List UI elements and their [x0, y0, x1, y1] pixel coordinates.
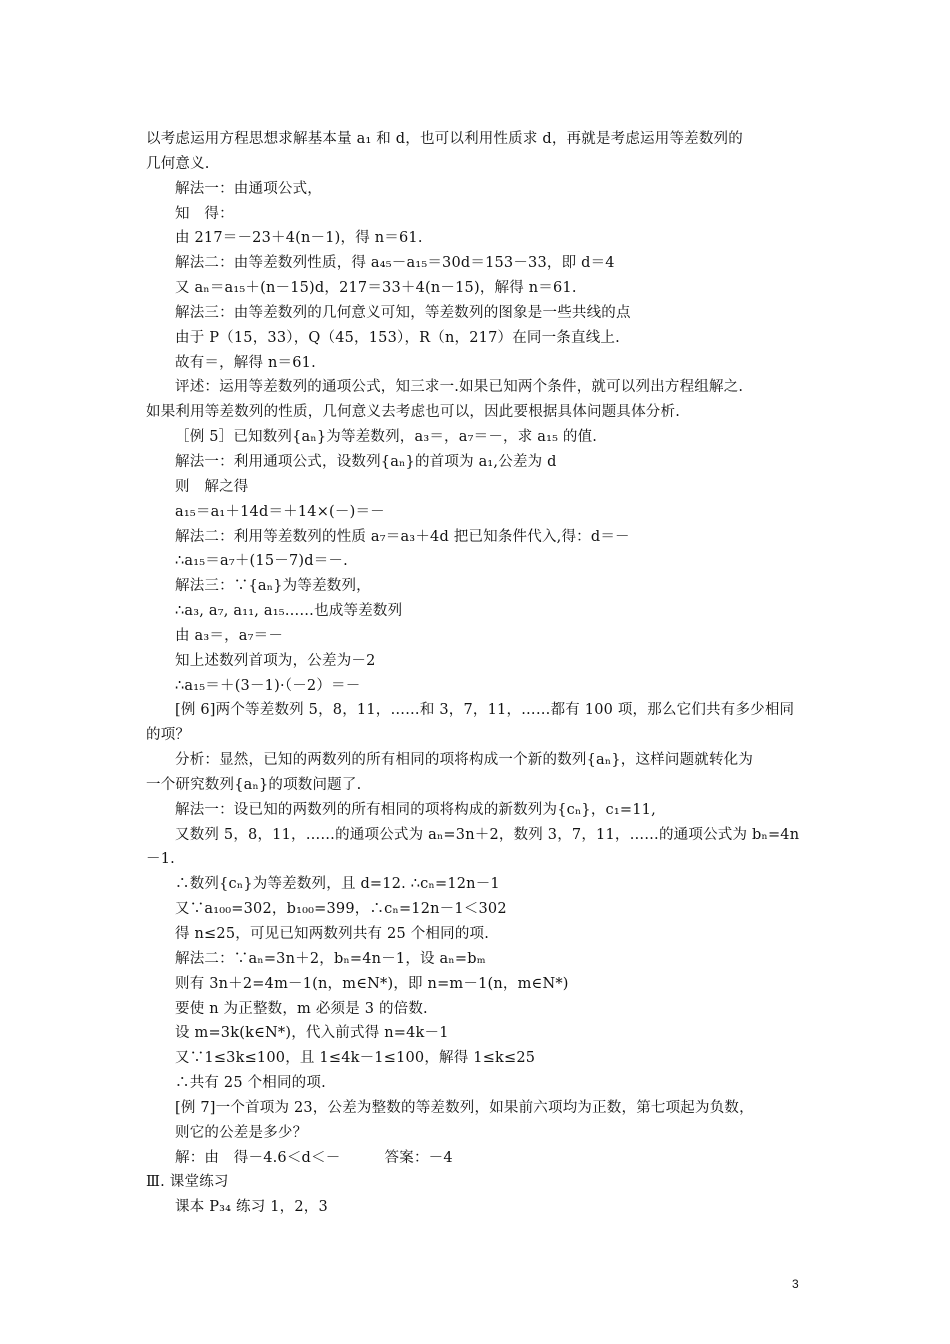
text-line: 故有＝，解得 n＝61.	[175, 354, 316, 371]
text-line: 解法二：利用等差数列的性质 a₇＝a₃＋4d 把已知条件代入,得：d＝－	[175, 528, 630, 545]
text-line: [例 7]一个首项为 23，公差为整数的等差数列，如果前六项均为正数，第七项起为负数，	[175, 1099, 754, 1116]
text-line: ∴a₁₅＝a₇＋(15－7)d＝－.	[175, 553, 348, 570]
text-line: 解法二：由等差数列性质，得 a₄₅－a₁₅＝30d＝153－33，即 d＝4	[175, 255, 615, 272]
text-line: 解法三：∵{aₙ}为等差数列，	[175, 578, 371, 595]
text-line: 由于 P（15，33），Q（45，153），R（n，217）在同一条直线上.	[175, 329, 620, 346]
text-line: ［例 5］已知数列{aₙ}为等差数列，a₃＝，a₇＝－，求 a₁₅ 的值.	[175, 429, 598, 446]
text-line: 则有 3n＋2=4m－1(n，m∈N*)，即 n=m－1(n，m∈N*)	[175, 975, 569, 992]
text-line: Ⅲ. 课堂练习	[146, 1174, 229, 1191]
text-line: 解法三：由等差数列的几何意义可知，等差数列的图象是一些共线的点	[175, 304, 631, 321]
text-line: 又数列 5，8，11，……的通项公式为 aₙ=3n＋2，数列 3，7，11，……的通项公式为 bₙ=4n	[175, 826, 800, 843]
text-line: 又∵1≤3k≤100，且 1≤4k－1≤100，解得 1≤k≤25	[175, 1050, 536, 1067]
text-line: a₁₅＝a₁＋14d＝＋14×(－)＝－	[175, 503, 385, 520]
text-line: 解：由 得－4.6＜d＜－ 答案：－4	[175, 1149, 453, 1166]
text-line: －1.	[146, 851, 175, 868]
text-line: 由 a₃＝，a₇＝－	[175, 627, 284, 644]
text-line: 如果利用等差数列的性质，几何意义去考虑也可以，因此要根据具体问题具体分析.	[146, 404, 681, 421]
text-line: [例 6]两个等差数列 5，8，11，……和 3，7，11，……都有 100 项，那么它们共有多少相同	[175, 702, 795, 719]
page-number: 3	[792, 1277, 799, 1291]
text-line: 一个研究数列{aₙ}的项数问题了.	[146, 776, 362, 793]
text-line: 则它的公差是多少？	[175, 1124, 308, 1141]
text-line: 要使 n 为正整数，m 必须是 3 的倍数.	[175, 1000, 428, 1017]
text-line: 由 217＝－23＋4(n－1)，得 n＝61.	[175, 230, 423, 247]
text-line: 分析：显然，已知的两数列的所有相同的项将构成一个新的数列{aₙ}，这样问题就转化为	[175, 752, 754, 769]
text-line: 得 n≤25，可见已知两数列共有 25 个相同的项.	[175, 926, 490, 942]
text-line: ∴a₃, a₇, a₁₁, a₁₅……也成等差数列	[175, 603, 403, 620]
text-line: 课本 P₃₄ 练习 1，2，3	[175, 1199, 328, 1216]
text-line: 解法一：利用通项公式，设数列{aₙ}的首项为 a₁,公差为 d	[175, 453, 557, 470]
text-line: 知 得：	[175, 205, 234, 222]
document-body	[146, 127, 810, 1220]
text-line: 解法二：∵aₙ=3n＋2，bₙ=4n－1，设 aₙ=bₘ	[175, 950, 486, 967]
text-line: ∴a₁₅＝＋(3－1)·（－2）＝－	[175, 677, 361, 694]
text-line: 以考虑运用方程思想求解基本量 a₁ 和 d，也可以利用性质求 d，再就是考虑运用等差数列的	[146, 131, 743, 147]
text-line: 则 解之得	[175, 478, 249, 495]
text-line: ∴数列{cₙ}为等差数列，且 d=12. ∴cₙ=12n－1	[175, 876, 500, 893]
text-line: 设 m=3k(k∈N*)，代入前式得 n=4k－1	[175, 1025, 449, 1042]
text-line: 评述：运用等差数列的通项公式，知三求一.如果已知两个条件，就可以列出方程组解之.	[175, 379, 744, 396]
text-line: 知上述数列首项为，公差为－2	[175, 652, 376, 669]
text-line: 几何意义.	[146, 155, 210, 172]
text-line: 解法一：设已知的两数列的所有相同的项将构成的新数列为{cₙ}，c₁=11,	[175, 801, 656, 818]
text-line: 解法一：由通项公式，	[175, 180, 322, 197]
text-line: 又∵a₁₀₀=302，b₁₀₀=399，∴cₙ=12n－1＜302	[175, 901, 507, 918]
text-line: 的项？	[146, 727, 191, 744]
text-line: ∴共有 25 个相同的项.	[175, 1075, 326, 1092]
text-line: 又 aₙ＝a₁₅＋(n－15)d，217＝33＋4(n－15)，解得 n＝61.	[175, 280, 577, 297]
